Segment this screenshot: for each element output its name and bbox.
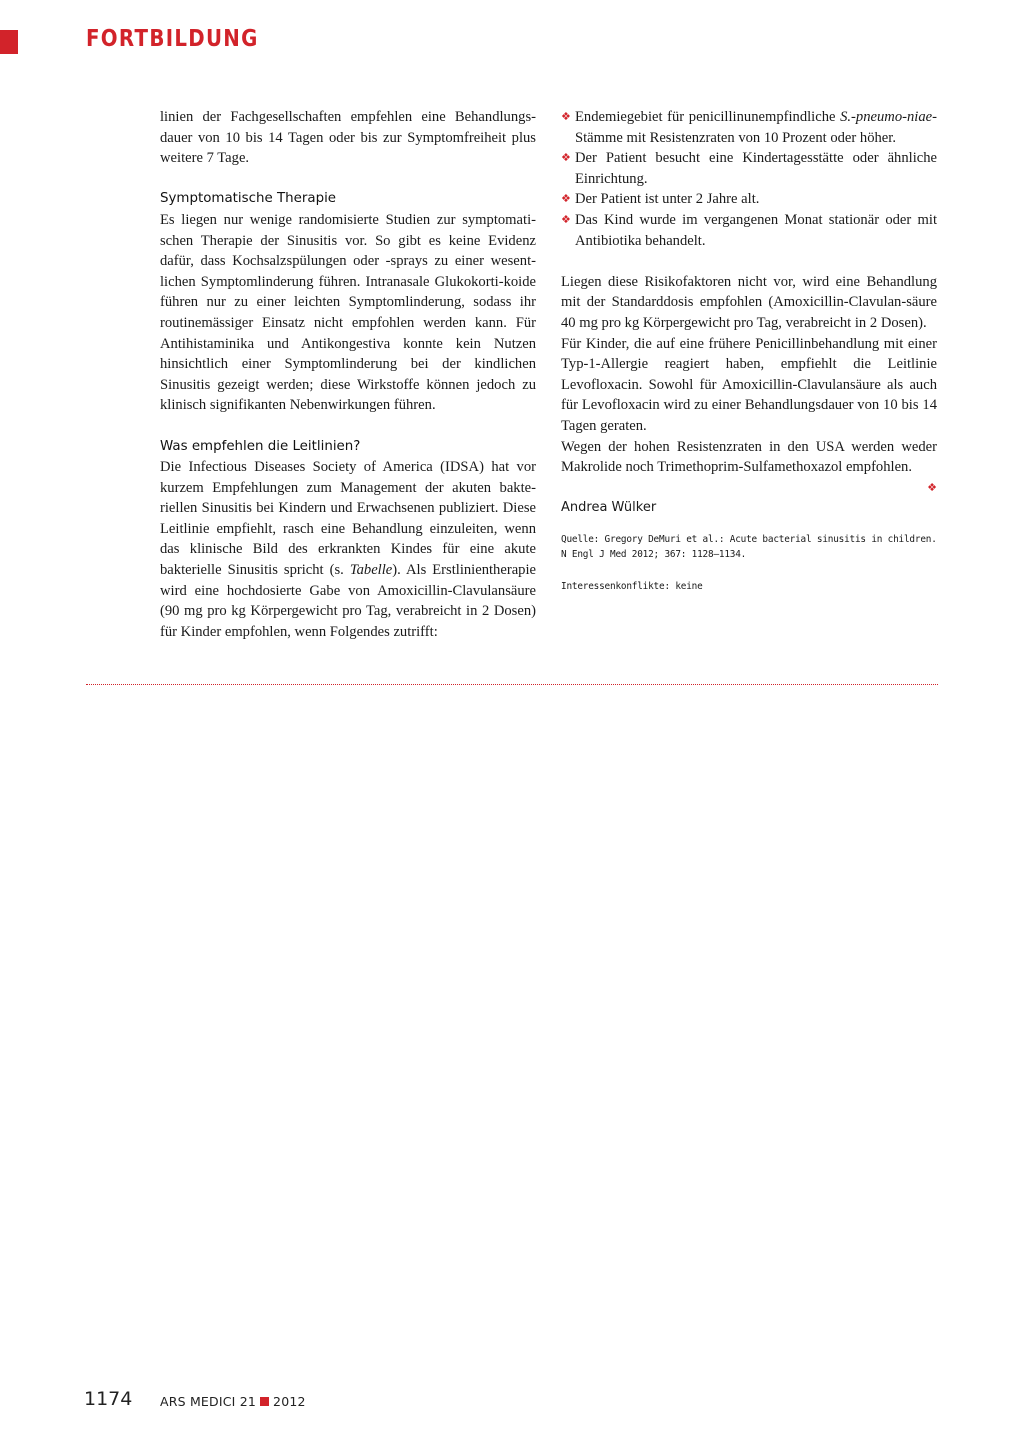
allergy-paragraph: Für Kinder, die auf eine frühere Penicillinbehandlung mit einer Typ-1-Allergie reagiert haben, empfiehlt die Leitlinie Levofloxacin. Sowohl für Amoxicillin-Clavulansäure als auch für Levofloxacin wird zu einer Behandlungsdauer von 10 bis 14 Tagen geraten. (561, 335, 937, 434)
guidelines-paragraph: Die Infectious Diseases Society of America (IDSA) hat vor kurzem Empfehlungen zum Management der akuten bakte-riellen Sinusitis bei Kindern und Erwachsenen publiziert. Diese Leitlinie empfiehlt, rasch eine Behandlung einzuleiten, wenn das klinische Bild des erkrankten Kindes für eine akute bakterielle Sinusitis spricht (s. Tabelle). Als Erstlinientherapie wird eine hochdosierte Gabe von Amoxicillin-Clavulansäure (90 mg pro kg Körpergewicht pro Tag, verabreicht in 2 Dosen) für Kinder empfohlen, wenn Folgendes zutrifft: (160, 459, 537, 640)
diamond-bullet-icon: ❖ (561, 192, 571, 206)
diamond-bullet-icon: ❖ (561, 151, 571, 165)
heading-guidelines: Was empfehlen die Leitlinien? (160, 438, 361, 454)
page-number: 1174 (84, 1388, 133, 1410)
source-citation: Quelle: Gregory DeMuri et al.: Acute bacterial sinusitis in children. N Engl J Med 2012; 367: 1128–1134. (561, 534, 937, 561)
symptomatic-paragraph: Es liegen nur wenige randomisierte Studien zur symptomati-schen Therapie der Sinusitis vor. So gibt es keine Evidenz dafür, dass Kochsalzspülungen oder -sprays zu einer wesent-lichen Symptomlinderung führen. Intranasale Glukokorti-koide führen nur zu einer leichten Symptomlinderung, sodass ihr routinemässiger Einsatz nicht empfohlen werden kann. Für Antihistaminika und Antikongestiva konnte kein Nutzen hinsichtlich einer Symptomlinderung bei der kindlichen Sinusitis gezeigt werden; diese Wirkstoffe können jedoch zu klinisch signifikanten Nebenwirkungen führen. (160, 211, 537, 414)
journal-issue: ARS MEDICI 21 (160, 1394, 257, 1409)
diamond-bullet-icon: ❖ (561, 212, 571, 226)
table-reference: Tabelle (349, 562, 393, 579)
end-of-article-icon: ❖ (927, 480, 937, 494)
list-item: ❖ Endemiegebiet für penicillinunempfindliche S.-pneumo-niae-Stämme mit Resistenzraten von 10 Prozent oder höher. (561, 109, 937, 146)
separator-square-icon (260, 1397, 269, 1406)
intro-paragraph: linien der Fachgesellschaften empfehlen eine Behandlungs-dauer von 10 bis 14 Tagen oder bis zur Symptomfreiheit plus weitere 7 Tage. (160, 109, 536, 167)
conflicts-of-interest: Interessenkonflikte: keine (561, 581, 703, 593)
journal-info (160, 1394, 306, 1409)
standard-dose-paragraph: Liegen diese Risikofaktoren nicht vor, wird eine Behandlung mit der Standarddosis empfohlen (Amoxicillin-Clavulan-säure 40 mg pro kg Körpergewicht pro Tag, verabreicht in 2 Dosen). (561, 273, 937, 331)
author-name: Andrea Wülker (561, 500, 657, 516)
resistance-paragraph: Wegen der hohen Resistenzraten in den USA werden weder Makrolide noch Trimethoprim-Sulfamethoxazol empfohlen. (561, 438, 937, 476)
right-column (561, 107, 937, 594)
risk-factor-list (561, 107, 937, 251)
list-item: ❖ Der Patient ist unter 2 Jahre alt. (561, 189, 937, 210)
list-item: ❖ Das Kind wurde im vergangenen Monat stationär oder mit Antibiotika behandelt. (561, 211, 937, 249)
dotted-divider (86, 684, 938, 685)
heading-symptomatic-therapy: Symptomatische Therapie (160, 191, 337, 207)
left-column (160, 107, 536, 642)
list-item: ❖ Der Patient besucht eine Kindertagesstätte oder ähnliche Einrichtung. (561, 150, 937, 187)
section-color-block (0, 30, 18, 54)
journal-year: 2012 (273, 1394, 306, 1409)
section-header: FORTBILDUNG (86, 26, 259, 52)
diamond-bullet-icon: ❖ (561, 110, 571, 123)
